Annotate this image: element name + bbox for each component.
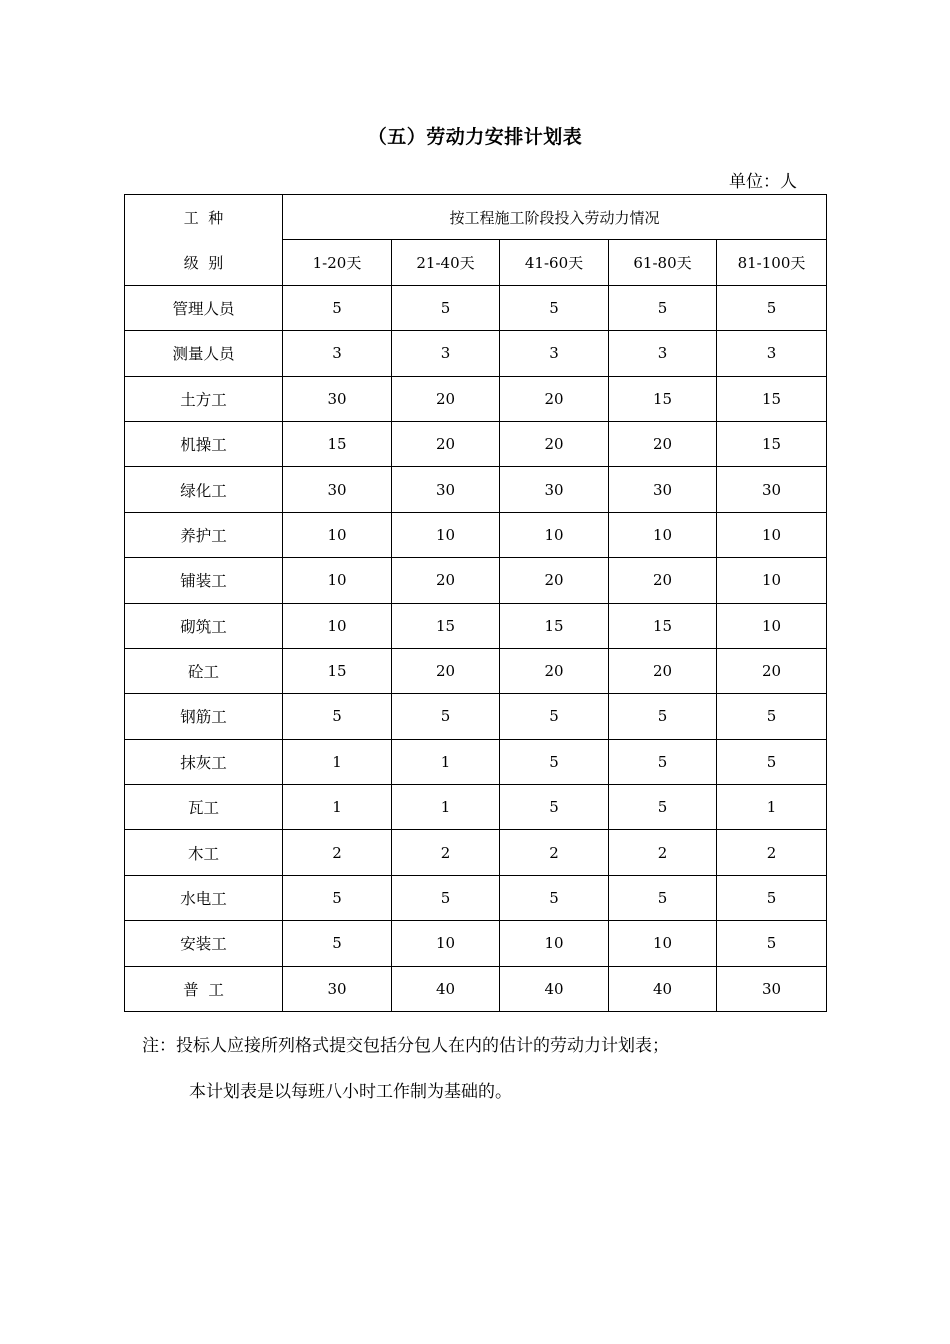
- count-cell: 5: [609, 875, 717, 920]
- count-cell: 3: [609, 331, 717, 376]
- count-cell: 20: [392, 648, 500, 693]
- table-row: [125, 603, 827, 648]
- table-row: [125, 648, 827, 693]
- count-cell: 30: [283, 467, 392, 512]
- count-cell: 15: [283, 648, 392, 693]
- table-row: [125, 739, 827, 784]
- count-cell: 5: [500, 875, 609, 920]
- count-cell: 2: [717, 830, 827, 875]
- count-cell: 5: [500, 694, 609, 739]
- count-cell: 15: [283, 421, 392, 466]
- count-cell: 20: [609, 648, 717, 693]
- count-cell: 20: [717, 648, 827, 693]
- count-cell: 1: [283, 785, 392, 830]
- count-cell: 20: [392, 421, 500, 466]
- role-cell: 瓦工: [125, 785, 283, 830]
- count-cell: 20: [392, 558, 500, 603]
- table-row: [125, 467, 827, 512]
- count-cell: 20: [500, 376, 609, 421]
- count-cell: 2: [500, 830, 609, 875]
- count-cell: 5: [283, 285, 392, 330]
- count-cell: 15: [717, 421, 827, 466]
- table-row: [125, 512, 827, 557]
- count-cell: 5: [500, 285, 609, 330]
- count-cell: 30: [283, 376, 392, 421]
- table-row: [125, 331, 827, 376]
- count-cell: 20: [609, 421, 717, 466]
- role-cell: 铺装工: [125, 558, 283, 603]
- count-cell: 30: [283, 966, 392, 1011]
- count-cell: 5: [500, 739, 609, 784]
- table-row: [125, 558, 827, 603]
- count-cell: 5: [609, 739, 717, 784]
- count-cell: 15: [500, 603, 609, 648]
- role-cell: 绿化工: [125, 467, 283, 512]
- count-cell: 30: [500, 467, 609, 512]
- count-cell: 10: [283, 603, 392, 648]
- role-cell: 普 工: [125, 966, 283, 1011]
- count-cell: 1: [717, 785, 827, 830]
- count-cell: 30: [717, 966, 827, 1011]
- count-cell: 5: [717, 921, 827, 966]
- count-cell: 10: [609, 921, 717, 966]
- count-cell: 5: [283, 875, 392, 920]
- page-title: （五）劳动力安排计划表: [367, 126, 583, 148]
- count-cell: 40: [609, 966, 717, 1011]
- count-cell: 10: [392, 921, 500, 966]
- role-cell: 钢筋工: [125, 694, 283, 739]
- table-row: [125, 421, 827, 466]
- count-cell: 15: [609, 376, 717, 421]
- table-row: [125, 694, 827, 739]
- table-row: [125, 785, 827, 830]
- note-line-1: 注：投标人应接所列格式提交包括分包人在内的估计的劳动力计划表；: [142, 1036, 669, 1056]
- count-cell: 5: [392, 285, 500, 330]
- count-cell: 10: [717, 603, 827, 648]
- count-cell: 30: [392, 467, 500, 512]
- count-cell: 10: [500, 921, 609, 966]
- count-cell: 5: [609, 785, 717, 830]
- period-header: 21-40天: [392, 240, 500, 285]
- count-cell: 3: [392, 331, 500, 376]
- count-cell: 15: [717, 376, 827, 421]
- count-cell: 5: [392, 875, 500, 920]
- period-header: 41-60天: [500, 240, 609, 285]
- table-row: [125, 285, 827, 330]
- count-cell: 5: [609, 694, 717, 739]
- role-cell: 养护工: [125, 512, 283, 557]
- count-cell: 40: [500, 966, 609, 1011]
- header-period-group: 按工程施工阶段投入劳动力情况: [283, 195, 827, 240]
- count-cell: 10: [283, 512, 392, 557]
- table-row: [125, 966, 827, 1011]
- count-cell: 5: [609, 285, 717, 330]
- role-cell: 砼工: [125, 648, 283, 693]
- header-level: 级 别: [125, 240, 283, 285]
- table-row: [125, 830, 827, 875]
- count-cell: 1: [283, 739, 392, 784]
- count-cell: 40: [392, 966, 500, 1011]
- count-cell: 2: [283, 830, 392, 875]
- count-cell: 15: [609, 603, 717, 648]
- role-cell: 砌筑工: [125, 603, 283, 648]
- labor-plan-table: [124, 194, 827, 1012]
- role-cell: 管理人员: [125, 285, 283, 330]
- note-line-2: 本计划表是以每班八小时工作制为基础的。: [189, 1082, 512, 1102]
- period-header: 1-20天: [283, 240, 392, 285]
- count-cell: 1: [392, 785, 500, 830]
- count-cell: 1: [392, 739, 500, 784]
- table-row: [125, 921, 827, 966]
- role-cell: 水电工: [125, 875, 283, 920]
- count-cell: 5: [717, 285, 827, 330]
- period-header: 81-100天: [717, 240, 827, 285]
- period-header: 61-80天: [609, 240, 717, 285]
- header-trade: 工 种: [125, 195, 283, 240]
- count-cell: 10: [717, 558, 827, 603]
- count-cell: 5: [717, 739, 827, 784]
- count-cell: 20: [500, 648, 609, 693]
- count-cell: 10: [392, 512, 500, 557]
- count-cell: 20: [500, 558, 609, 603]
- table-header-row: [125, 195, 827, 240]
- count-cell: 2: [392, 830, 500, 875]
- count-cell: 30: [717, 467, 827, 512]
- count-cell: 20: [500, 421, 609, 466]
- count-cell: 3: [500, 331, 609, 376]
- table-period-row: [125, 240, 827, 285]
- count-cell: 3: [283, 331, 392, 376]
- unit-label: 单位：人: [729, 172, 797, 192]
- count-cell: 5: [283, 921, 392, 966]
- count-cell: 20: [609, 558, 717, 603]
- role-cell: 抹灰工: [125, 739, 283, 784]
- count-cell: 2: [609, 830, 717, 875]
- count-cell: 5: [717, 875, 827, 920]
- count-cell: 5: [392, 694, 500, 739]
- role-cell: 土方工: [125, 376, 283, 421]
- count-cell: 15: [392, 603, 500, 648]
- count-cell: 3: [717, 331, 827, 376]
- count-cell: 10: [609, 512, 717, 557]
- count-cell: 5: [500, 785, 609, 830]
- count-cell: 20: [392, 376, 500, 421]
- count-cell: 10: [717, 512, 827, 557]
- count-cell: 5: [717, 694, 827, 739]
- table-row: [125, 376, 827, 421]
- role-cell: 测量人员: [125, 331, 283, 376]
- count-cell: 30: [609, 467, 717, 512]
- count-cell: 10: [500, 512, 609, 557]
- role-cell: 机操工: [125, 421, 283, 466]
- role-cell: 木工: [125, 830, 283, 875]
- table-row: [125, 875, 827, 920]
- role-cell: 安装工: [125, 921, 283, 966]
- count-cell: 10: [283, 558, 392, 603]
- count-cell: 5: [283, 694, 392, 739]
